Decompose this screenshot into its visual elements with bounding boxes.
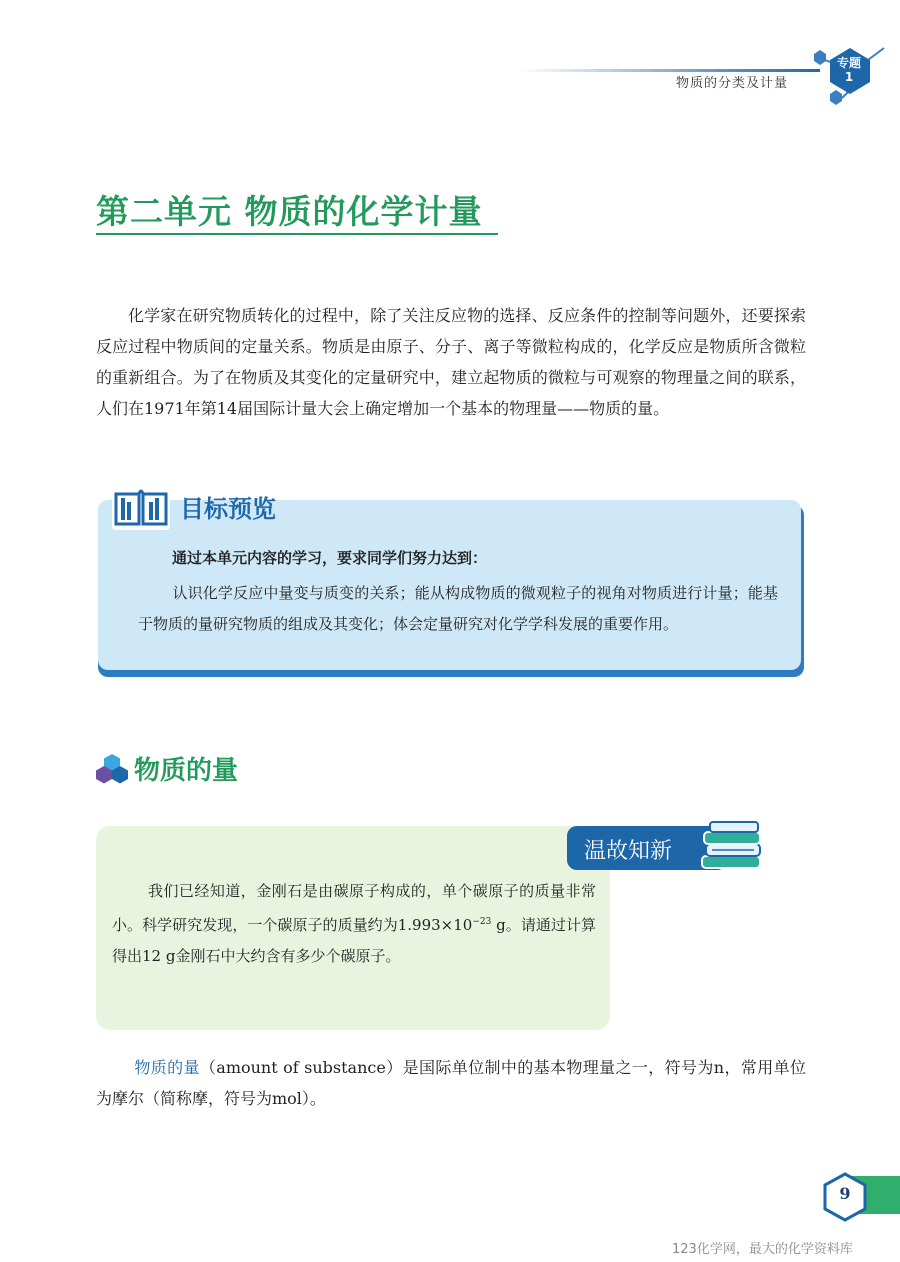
unit-title-underline	[96, 233, 498, 235]
page-number: 9	[839, 1184, 851, 1203]
definition-text: （amount of substance）是国际单位制中的基本物理量之一，符号为n，常用单位为摩尔（简称摩，符号为mol）。	[96, 1058, 806, 1108]
chapter-title: 物质的分类及计量	[676, 76, 789, 91]
goal-body: 认识化学反应中量变与质变的关系；能从构成物质的微观粒子的视角对物质进行计量；能基于物质的量研究物质的组成及其变化；体会定量研究对化学学科发展的重要作用。	[138, 584, 778, 633]
review-title: 温故知新	[584, 839, 673, 864]
definition-paragraph	[96, 1052, 806, 1114]
goal-title: 目标预览	[180, 495, 276, 523]
review-body-text-end: g。请通过计算得出12 g金刚石中大约含有多少个碳原子。	[112, 916, 596, 965]
topic-badge-label: 专题	[836, 56, 861, 70]
unit-title: 第二单元 物质的化学计量	[96, 192, 483, 231]
topic-badge	[832, 56, 866, 84]
stacked-books-icon	[700, 820, 766, 872]
definition-term: 物质的量	[134, 1058, 200, 1077]
goal-lead: 通过本单元内容的学习，要求同学们努力达到：	[172, 549, 488, 567]
section-title: 物质的量	[134, 756, 239, 786]
review-body	[112, 876, 596, 972]
review-body-text: 我们已经知道，金刚石是由碳原子构成的，单个碳原子的质量非常小。科学研究发现，一个碳原子的质量约为1.993×10	[112, 882, 596, 934]
intro-paragraph: 化学家在研究物质转化的过程中，除了关注反应物的选择、反应条件的控制等问题外，还要探索反应过程中物质间的定量关系。物质是由原子、分子、离子等微粒构成的，化学反应是物质所含微粒的重新组合。为了在物质及其变化的定量研究中，建立起物质的微粒与可观察的物理量之间的联系，人们在1971年第14届国际计量大会上确定增加一个基本的物理量——物质的量。	[96, 306, 806, 418]
footer-watermark: 123化学网，最大的化学资料库	[672, 1242, 853, 1257]
topic-badge-number: 1	[844, 70, 854, 84]
exponent: −23	[472, 917, 492, 927]
book-icon	[112, 484, 170, 530]
cube-cluster-icon	[96, 752, 128, 784]
